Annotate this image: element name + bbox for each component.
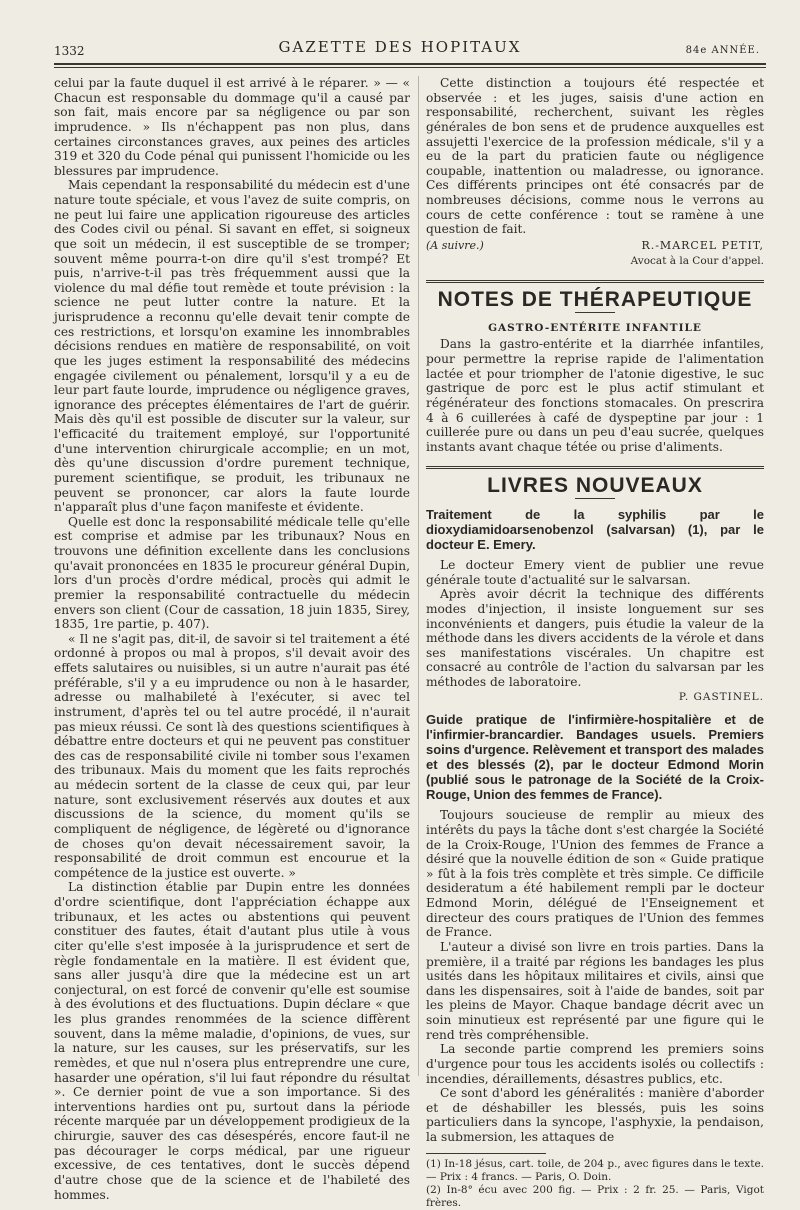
column-divider	[418, 76, 419, 1076]
section-rule	[426, 280, 764, 283]
paragraph: Cette distinction a toujours été respectée et observée : et les juges, saisis d'une action en responsabilité, recherchent, suivant les règles générales de bon sens et de prudence auxquelles est assujetti l'exercice de la profession médicale, s'il y a eu de la part du praticien faute ou négligence coupable, inattention ou maladresse, ou ignorance. Ces différents principes ont été consacrés par de nombreuses décisions, comme nous le verrons au cours de cette conférence : tout se ramène à une question de fait.	[426, 76, 764, 237]
publication-title: GAZETTE DES HOPITAUX	[278, 38, 522, 56]
paragraph: Après avoir décrit la technique des différents modes d'injection, il insiste longuement sur ses inconvénients et dangers, puis étudie la valeur de la méthode dans les divers accidents de la vérole et dans ses manifestations viscérales. Un chapitre est consacré au contrôle de l'action du salvarsan par les méthodes de laboratoire.	[426, 587, 764, 689]
year-label: 84e ANNÉE.	[685, 45, 760, 56]
left-column	[54, 76, 410, 1202]
header-rule	[54, 63, 766, 65]
paragraph: La seconde partie comprend les premiers soins d'urgence pour tous les accidents isolés ou collectifs : incendies, déraillements, désastres publics, etc.	[426, 1042, 764, 1086]
paragraph: « Il ne s'agit pas, dit-il, de savoir si tel traitement a été ordonné à propos ou mal à propos, s'il devait avoir des effets salutaires ou nuisibles, si un autre n'aurait pas été préférable, s'il y a eu imprudence ou non à le hasarder, adresse ou malhabileté à l'exécuter, si avec tel instrument, d'après tel ou tel autre procédé, il n'aurait pas mieux réussi. Ce sont là des questions scientifiques à débattre entre docteurs et qui ne peuvent pas constituer des cas de responsabilité civile ni tomber sous l'examen des tribunaux. Mais du moment que les faits reprochés au médecin sortent de la classe de ceux qui, par leur nature, sont exclusivement réservés aux doutes et aux discussions de la science, du moment qu'ils se compliquent de négligence, de légèreté ou d'ignorance de choses qu'on devait nécessairement savoir, la responsabilité de droit commun est encourue et la compétence de la justice est ouverte. »	[54, 631, 410, 880]
footnote: (2) In-8° écu avec 200 fig. — Prix : 2 fr. 25. — Paris, Vigot frères.	[426, 1183, 764, 1209]
paragraph: celui par la faute duquel il est arrivé à le réparer. » — « Chacun est responsable du dommage qu'il a causé par son fait, mais encore par sa négligence ou par son imprudence. » Ils n'échappent pas non plus, dans certaines circonstances graves, aux peines des articles 319 et 320 du Code pénal qui punissent l'homicide ou les blessures par imprudence.	[54, 76, 410, 178]
paragraph: Dans la gastro-entérite et la diarrhée infantiles, pour permettre la reprise rapide de l'alimentation lactée et pour triompher de l'atonie digestive, le suc gastrique de porc est le plus actif stimulant et régénérateur des fonctions stomacales. On prescrira 4 à 6 cuillerées à café de dyspeptine par jour : 1 cuillerée pure ou dans un peu d'eau sucrée, quelques instants avant chaque tétée ou prise d'aliments.	[426, 337, 764, 454]
subheading: GASTRO-ENTÉRITE INFANTILE	[488, 321, 702, 334]
paragraph: Le docteur Emery vient de publier une revue générale toute d'actualité sur le salvarsan.	[426, 558, 764, 587]
paragraph: Ce sont d'abord les généralités : manière d'aborder et de déshabiller les blessés, puis les soins particuliers dans la syncope, l'asphyxie, la pendaison, la submersion, les attaques de	[426, 1086, 764, 1144]
right-column	[426, 76, 764, 1210]
heading-rule	[575, 312, 615, 313]
paragraph: Toujours soucieuse de remplir au mieux des intérêts du pays la tâche dont s'est chargée la Société de la Croix-Rouge, l'Union des femmes de France a désiré que la nouvelle édition de son « Guide pratique » fût à la fois très complète et très simple. Ce difficile desideratum a été habilement rempli par le docteur Edmond Morin, délégué de l'Enseignement et directeur des cours pratiques de l'Union des femmes de France.	[426, 808, 764, 940]
header-rule-thin	[54, 67, 766, 68]
footnote: (1) In-18 jésus, cart. toile, de 204 p., avec figures dans le texte. — Prix : 4 francs. — Paris, O. Doin.	[426, 1157, 764, 1183]
section-heading-therapeutique: NOTES DE THÉRAPEUTIQUE	[437, 288, 753, 312]
paragraph: Mais cependant la responsabilité du médecin est d'une nature toute spéciale, et vous l'avez de suite compris, on ne peut lui faire une application rigoureuse des articles des Codes civil ou pénal. Si savant en effet, si soigneux que soit un médecin, il est susceptible de se tromper; souvent même pourra-t-on dire qu'il s'est trompé? Et puis, n'arrive-t-il pas très fréquemment aussi que la violence du mal défie tout remède et toute prévision : la science ne peut lutter contre la nature. Et la jurisprudence a reconnu qu'elle devait tenir compte de ces restrictions, et lorsqu'on examine les innombrables décisions rendues en matière de responsabilité, on voit que les juges estiment la responsabilité des médecins engagée civilement ou pénalement, lorsqu'il y a eu de leur part faute lourde, imprudence ou négligence graves, ignorance des préceptes élémentaires de l'art de guérir. Mais dès qu'il est possible de discuter sur la valeur, sur l'efficacité du traitement employé, sur l'opportunité d'une intervention chirurgicale accomplie; en un mot, dès qu'une discussion d'ordre purement technique, purement scientifique, se produit, les tribunaux ne peuvent se prononcer, car alors la faute lourde n'apparaît plus d'une façon manifeste et évidente.	[54, 178, 410, 515]
author-title: Avocat à la Cour d'appel.	[630, 254, 764, 267]
signature-block	[426, 239, 764, 254]
page-number: 1332	[54, 44, 85, 58]
reviewer-signature: P. GASTINEL.	[678, 690, 764, 703]
to-be-continued: (A suivre.)	[426, 238, 484, 252]
paragraph: Quelle est donc la responsabilité médicale telle qu'elle est comprise et admise par les tribunaux? Nous en trouvons une définition excellente dans les conclusions qu'avait prononcées en 1835 le procureur général Dupin, lors d'un procès d'ordre médical, procès qui admit le premier la responsabilité contractuelle du médecin envers son client (Cour de cassation, 18 juin 1835, Sirey, 1835, 1re partie, p. 407).	[54, 514, 410, 632]
heading-rule	[575, 498, 615, 499]
book-title: Guide pratique de l'infirmière-hospitalière et de l'infirmier-brancardier. Bandages usuels. Premiers soins d'urgence. Relèvement et transport des malades et des blessés (2), par le docteur Edmond Morin (publié sous le patronage de la Société de la Croix-Rouge, Union des femmes de France).	[426, 712, 764, 803]
footnote-rule	[426, 1153, 546, 1154]
section-heading-livres: LIVRES NOUVEAUX	[487, 474, 703, 498]
book-title: Traitement de la syphilis par le dioxydiamidoarsenobenzol (salvarsan) (1), par le docteur E. Emery.	[426, 507, 764, 552]
author-name: R.-MARCEL PETIT,	[641, 238, 764, 252]
paragraph: La distinction établie par Dupin entre les données d'ordre scientifique, dont l'appréciation échappe aux tribunaux, et les actes ou abstentions qui peuvent constituer des fautes, était d'autant plus utile à vous citer qu'elle s'est imposée à la jurisprudence et sert de règle fondamentale en la matière. Il est évident que, sans aller jusqu'à dire que la médecine est un art conjectural, on est forcé de convenir qu'elle est soumise à des évolutions et des fluctuations. Dupin déclare « que les plus grandes renommées de la science diffèrent souvent, dans la même maladie, d'opinions, de vues, sur la nature, sur les causes, sur les préservatifs, sur les remèdes, et que nul n'osera plus entreprendre une cure, hasarder une opération, s'il lui faut répondre du résultat ». Ce dernier point de vue a son importance. Si des interventions hardies ont pu, surtout dans la période récente marquée par un développement prodigieux de la chirurgie, sauver des cas désespérés, encore faut-il ne pas décourager le corps médical, par une rigueur excessive, de ces tentatives, dont le succès dépend d'autre chose que de la science et de l'habileté des hommes.	[54, 880, 410, 1202]
paragraph: L'auteur a divisé son livre en trois parties. Dans la première, il a traité par régions les bandages les plus usités dans les hôpitaux militaires et civils, ainsi que dans les dispensaires, soit à l'aide de bandes, soit par les pleins de Mayor. Chaque bandage décrit avec un soin minutieux est représenté par une figure qui le rend très compréhensible.	[426, 939, 764, 1042]
section-rule	[426, 466, 764, 469]
